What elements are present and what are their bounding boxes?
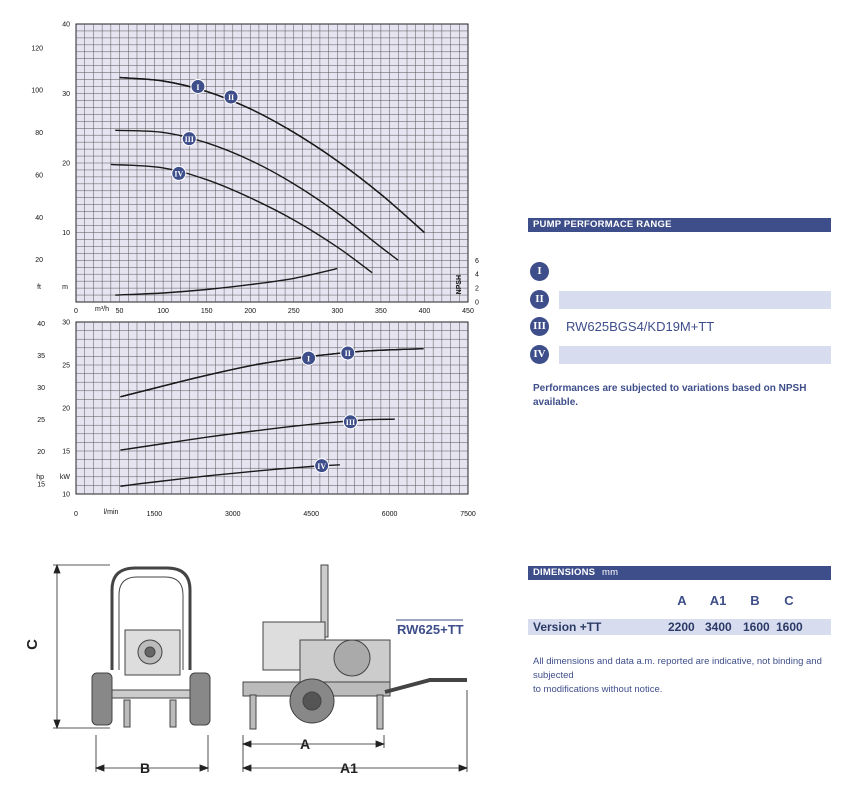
dim-value-b: 1600	[743, 620, 770, 634]
head-y-tick-npsh: 2	[475, 285, 479, 293]
dimensions-header	[528, 566, 831, 580]
power-y-tick-kw: 25	[62, 362, 70, 370]
front-view	[92, 568, 210, 727]
power-y-tick-hp: 35	[37, 353, 45, 361]
power-x-tick: 4500	[303, 511, 319, 518]
power-y-tick-hp: 20	[37, 449, 45, 457]
head-x-tick: 50	[115, 308, 124, 315]
tow-bar	[385, 680, 467, 692]
head-y-tick-npsh: 0	[475, 299, 479, 307]
dim-col-a1: A1	[709, 593, 727, 608]
power-y-label-kw: kW	[59, 473, 70, 481]
head-y-tick-ft: 60	[35, 172, 43, 180]
power-x-tick: 1500	[146, 511, 163, 518]
dim-col-b: B	[750, 593, 760, 608]
power-y-tick-kw: 10	[62, 491, 70, 499]
dim-value-c: 1600	[776, 620, 803, 634]
head-y-label-m: m	[62, 284, 68, 291]
legend-text-1	[559, 263, 831, 281]
dimensions-unit: mm	[602, 567, 619, 578]
dim-value-a: 2200	[668, 620, 695, 634]
power-x-label: l/min	[103, 509, 119, 516]
label-c: C	[23, 639, 41, 650]
dimensions-row	[528, 619, 831, 635]
head-x-tick: 250	[287, 308, 300, 315]
npsh-note-line-1: Performances are subjected to variations based on NPSH	[533, 383, 807, 394]
legend-row-4	[530, 345, 831, 364]
dimensions-title: DIMENSIONS	[533, 567, 596, 578]
label-b: B	[140, 760, 151, 776]
head-y-tick-ft: 120	[31, 45, 43, 53]
head-y-tick-m: 20	[62, 160, 70, 168]
head-x-tick: 300	[331, 308, 344, 315]
head-marker-i-label: I	[196, 82, 200, 92]
head-x-tick: 0	[74, 308, 78, 315]
head-x-label: m³/h	[95, 306, 109, 313]
power-y-tick-hp: 40	[37, 320, 45, 328]
curve-badge-3: III	[530, 317, 549, 336]
power-marker-ii-label: II	[344, 349, 351, 359]
legend-text-4	[559, 346, 831, 364]
power-y-tick-kw: 20	[62, 405, 70, 413]
legend-row-3	[530, 317, 831, 336]
head-marker-iii-label: III	[184, 134, 194, 144]
model-label: RW625+TT	[397, 622, 464, 637]
dimensions-note-line-1: All dimensions and data a.m. reported are indicative, not binding and subjected	[533, 656, 822, 681]
head-y-tick-npsh: 4	[475, 271, 479, 279]
dimensions-note	[533, 655, 865, 697]
power-y-tick-hp: 30	[37, 385, 45, 393]
npsh-note-line-2: available.	[533, 397, 579, 408]
label-a: A	[300, 736, 311, 752]
power-y-tick-hp: 15	[37, 481, 45, 489]
pump-performance-title: PUMP PERFORMACE RANGE	[533, 219, 672, 230]
dim-col-c: C	[784, 593, 794, 608]
head-x-tick: 200	[244, 308, 257, 315]
power-x-tick: 6000	[381, 511, 398, 518]
head-y-tick-ft: 20	[35, 257, 43, 265]
head-y-tick-ft: 100	[31, 87, 43, 95]
performance-charts	[0, 0, 500, 530]
pump-performance-header	[528, 218, 831, 232]
head-y-tick-npsh: 6	[475, 257, 479, 265]
front-left-wheel	[92, 673, 112, 725]
head-x-tick: 150	[200, 308, 213, 315]
legend-row-2	[530, 290, 831, 309]
head-x-tick: 100	[157, 308, 169, 315]
dim-row-label: Version +TT	[533, 620, 602, 634]
head-x-tick: 450	[462, 308, 474, 315]
head-y-tick-m: 40	[62, 21, 70, 29]
head-y-tick-m: 30	[62, 91, 70, 98]
power-y-tick-kw: 30	[62, 319, 70, 327]
dim-value-a1: 3400	[705, 620, 732, 634]
side-view	[243, 565, 467, 729]
head-y-tick-m: 10	[62, 230, 70, 237]
legend-row-1	[530, 262, 831, 281]
head-x-tick: 400	[418, 308, 431, 315]
head-y-label-ft: ft	[37, 284, 41, 291]
power-x-tick: 0	[74, 511, 78, 518]
head-marker-ii-label: II	[227, 93, 235, 103]
curve-badge-2: II	[530, 290, 549, 309]
power-y-label-hp: hp	[36, 473, 44, 481]
legend-text-2	[559, 291, 831, 309]
power-x-tick: 3000	[225, 511, 241, 518]
npsh-note	[533, 382, 806, 410]
head-y-label-npsh: NPSH	[456, 274, 463, 295]
power-y-tick-hp: 25	[37, 417, 45, 425]
power-y-tick-kw: 15	[62, 448, 70, 456]
legend-text-3: RW625BGS4/KD19M+TT	[566, 319, 715, 334]
curve-badge-4: IV	[530, 345, 549, 364]
dim-col-a: A	[677, 593, 687, 608]
head-y-tick-ft: 40	[35, 214, 43, 222]
head-y-tick-ft: 80	[35, 130, 43, 138]
label-a1: A1	[340, 760, 358, 776]
power-marker-iii-label: III	[345, 417, 356, 427]
power-marker-iv-label: IV	[317, 461, 327, 471]
power-marker-i-label: I	[307, 354, 311, 364]
dimensions-note-line-2: to modifications without notice.	[533, 684, 663, 695]
power-x-tick: 7500	[460, 511, 476, 518]
side-wheel	[290, 679, 334, 723]
head-marker-iv-label: IV	[174, 169, 184, 179]
curve-badge-1: I	[530, 262, 549, 281]
front-right-wheel	[190, 673, 210, 725]
head-x-tick: 350	[375, 308, 387, 315]
